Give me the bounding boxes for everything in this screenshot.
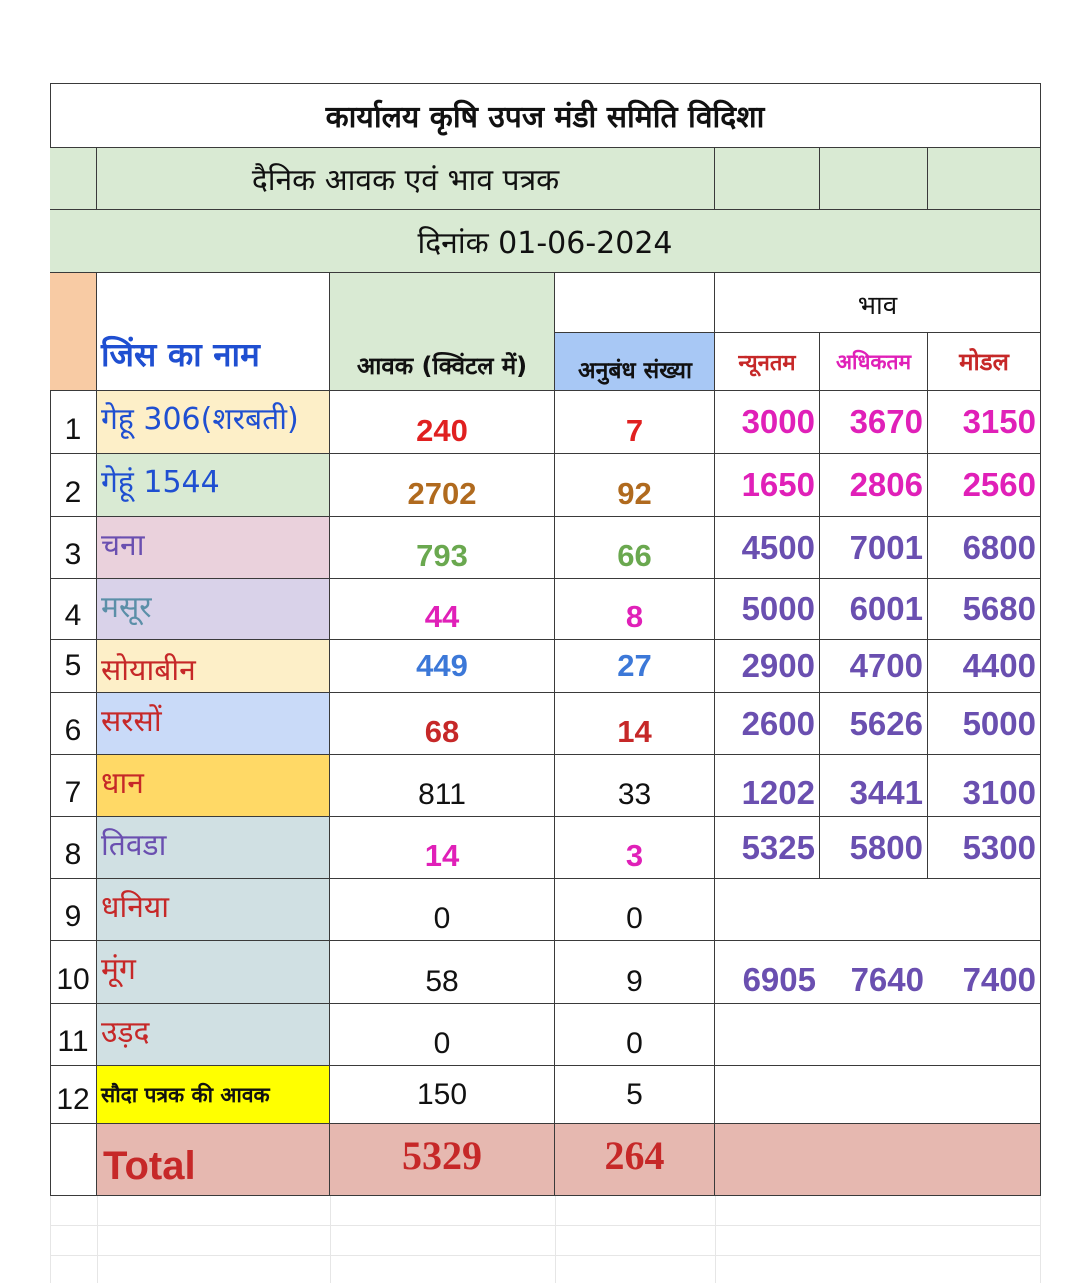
total-label: Total bbox=[97, 1124, 330, 1196]
serial-number: 4 bbox=[50, 579, 97, 640]
min-price bbox=[715, 1066, 820, 1124]
arrival-value: 44 bbox=[330, 579, 555, 640]
table-row bbox=[50, 579, 1041, 640]
contracts-value: 92 bbox=[555, 454, 715, 517]
contracts-value: 7 bbox=[555, 391, 715, 454]
total-row bbox=[50, 1124, 1041, 1196]
empty-gridline bbox=[715, 1196, 716, 1283]
table-row bbox=[50, 755, 1041, 817]
min-price: 3000 bbox=[715, 391, 820, 454]
min-price: 1202 bbox=[715, 755, 820, 817]
header-blank-cell bbox=[820, 148, 928, 210]
arrival-value: 793 bbox=[330, 517, 555, 579]
office-title: कार्यालय कृषि उपज मंडी समिति विदिशा bbox=[50, 83, 1041, 148]
serial-number: 12 bbox=[50, 1066, 97, 1124]
max-price: 6001 bbox=[820, 579, 928, 640]
arrival-value: 240 bbox=[330, 391, 555, 454]
contracts-header-top bbox=[555, 273, 715, 333]
header-blank-cell bbox=[50, 148, 97, 210]
max-price: 4700 bbox=[820, 640, 928, 693]
empty-gridline bbox=[50, 1255, 1041, 1256]
min-price: 5325 bbox=[715, 817, 820, 879]
modal-price bbox=[928, 879, 1041, 941]
max-price: 5800 bbox=[820, 817, 928, 879]
min-price bbox=[715, 1004, 820, 1066]
table-row bbox=[50, 817, 1041, 879]
report-title: दैनिक आवक एवं भाव पत्रक bbox=[97, 148, 715, 210]
contracts-value: 9 bbox=[555, 941, 715, 1004]
contracts-value: 3 bbox=[555, 817, 715, 879]
max-price bbox=[820, 879, 928, 941]
serial-number: 7 bbox=[50, 755, 97, 817]
report-date: दिनांक 01-06-2024 bbox=[50, 210, 1041, 273]
contracts-value: 33 bbox=[555, 755, 715, 817]
max-price: 3441 bbox=[820, 755, 928, 817]
header-blank-cell bbox=[715, 148, 820, 210]
arrival-value: 14 bbox=[330, 817, 555, 879]
table-row bbox=[50, 517, 1041, 579]
max-price: 7001 bbox=[820, 517, 928, 579]
contracts-value: 66 bbox=[555, 517, 715, 579]
modal-price: 5680 bbox=[928, 579, 1041, 640]
table-row bbox=[50, 1066, 1041, 1124]
max-price: 2806 bbox=[820, 454, 928, 517]
commodity-name: गेहूं 1544 bbox=[97, 454, 330, 517]
min-price: 4500 bbox=[715, 517, 820, 579]
contracts-header: अनुबंध संख्या bbox=[578, 358, 692, 384]
arrival-value: 68 bbox=[330, 693, 555, 755]
modal-price: 5000 bbox=[928, 693, 1041, 755]
arrival-value: 58 bbox=[330, 941, 555, 1004]
commodity-name: मूंग bbox=[97, 941, 330, 1004]
arrival-value: 811 bbox=[330, 755, 555, 817]
table-row bbox=[50, 941, 1041, 1004]
commodity-name: चना bbox=[97, 517, 330, 579]
serial-number: 8 bbox=[50, 817, 97, 879]
modal-price bbox=[928, 1004, 1041, 1066]
contracts-value: 14 bbox=[555, 693, 715, 755]
arrival-value: 2702 bbox=[330, 454, 555, 517]
empty-gridline bbox=[97, 1196, 98, 1283]
arrival-value: 0 bbox=[330, 1004, 555, 1066]
contracts-value: 5 bbox=[555, 1066, 715, 1124]
contracts-value: 0 bbox=[555, 879, 715, 941]
commodity-header: जिंस का नाम bbox=[97, 273, 330, 391]
commodity-name: सरसों bbox=[97, 693, 330, 755]
modal-header: मोडल bbox=[928, 333, 1041, 391]
max-price: 3670 bbox=[820, 391, 928, 454]
modal-price: 3150 bbox=[928, 391, 1041, 454]
max-price bbox=[820, 1004, 928, 1066]
table-row bbox=[50, 693, 1041, 755]
table-row bbox=[50, 391, 1041, 454]
modal-price bbox=[928, 1066, 1041, 1124]
price-group-header: भाव bbox=[715, 273, 1041, 333]
serial-number: 10 bbox=[50, 941, 97, 1004]
total-blank-cell bbox=[928, 1124, 1041, 1196]
table-row bbox=[50, 1004, 1041, 1066]
min-price: 6905 bbox=[715, 941, 820, 1004]
total-blank-cell bbox=[715, 1124, 820, 1196]
table-row bbox=[50, 640, 1041, 693]
max-header: अधिकतम bbox=[820, 333, 928, 391]
modal-price: 4400 bbox=[928, 640, 1041, 693]
min-price bbox=[715, 879, 820, 941]
table-row bbox=[50, 879, 1041, 941]
modal-price: 3100 bbox=[928, 755, 1041, 817]
commodity-name: सोयाबीन bbox=[97, 640, 330, 693]
total-blank-cell bbox=[50, 1124, 97, 1196]
max-price bbox=[820, 1066, 928, 1124]
sno-header-cell bbox=[50, 273, 97, 391]
commodity-name: तिवडा bbox=[97, 817, 330, 879]
serial-number: 2 bbox=[50, 454, 97, 517]
modal-price: 2560 bbox=[928, 454, 1041, 517]
serial-number: 1 bbox=[50, 391, 97, 454]
total-contracts: 264 bbox=[555, 1124, 715, 1196]
modal-price: 6800 bbox=[928, 517, 1041, 579]
empty-gridline bbox=[555, 1196, 556, 1283]
min-price: 5000 bbox=[715, 579, 820, 640]
max-price: 5626 bbox=[820, 693, 928, 755]
modal-price: 5300 bbox=[928, 817, 1041, 879]
serial-number: 6 bbox=[50, 693, 97, 755]
commodity-name: गेहू 306(शरबती) bbox=[97, 391, 330, 454]
arrival-value: 449 bbox=[330, 640, 555, 693]
commodity-name: धान bbox=[97, 755, 330, 817]
max-price: 7640 bbox=[820, 941, 928, 1004]
contracts-value: 0 bbox=[555, 1004, 715, 1066]
min-header: न्यूनतम bbox=[715, 333, 820, 391]
empty-gridline bbox=[330, 1196, 331, 1283]
serial-number: 11 bbox=[50, 1004, 97, 1066]
arrival-value: 0 bbox=[330, 879, 555, 941]
contracts-value: 27 bbox=[555, 640, 715, 693]
min-price: 2600 bbox=[715, 693, 820, 755]
empty-gridline bbox=[50, 1225, 1041, 1226]
arrival-header: आवक (क्विंटल में) bbox=[330, 273, 555, 391]
commodity-name: धनिया bbox=[97, 879, 330, 941]
empty-gridline bbox=[1040, 1196, 1041, 1283]
serial-number: 9 bbox=[50, 879, 97, 941]
min-price: 2900 bbox=[715, 640, 820, 693]
min-price: 1650 bbox=[715, 454, 820, 517]
serial-number: 5 bbox=[50, 640, 97, 693]
contracts-value: 8 bbox=[555, 579, 715, 640]
table-row bbox=[50, 454, 1041, 517]
modal-price: 7400 bbox=[928, 941, 1041, 1004]
header-blank-cell bbox=[928, 148, 1041, 210]
commodity-name: सौदा पत्रक की आवक bbox=[97, 1066, 330, 1124]
total-blank-cell bbox=[820, 1124, 928, 1196]
commodity-name: मसूर bbox=[97, 579, 330, 640]
empty-gridline bbox=[50, 1196, 51, 1283]
total-arrival: 5329 bbox=[330, 1124, 555, 1196]
serial-number: 3 bbox=[50, 517, 97, 579]
commodity-name: उड़द bbox=[97, 1004, 330, 1066]
arrival-value: 150 bbox=[330, 1066, 555, 1124]
